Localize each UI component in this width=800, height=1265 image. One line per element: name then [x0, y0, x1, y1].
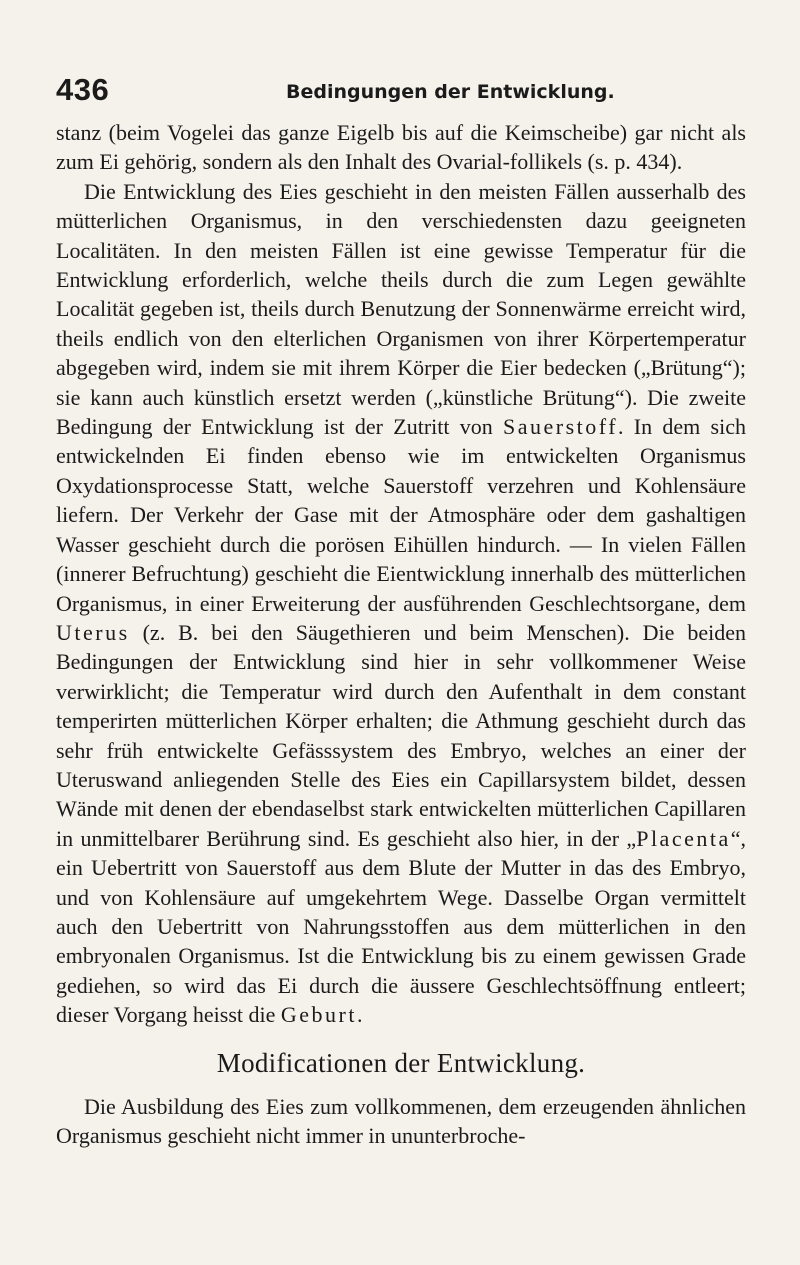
- paragraph-text: Die Entwicklung des Eies geschieht in den meisten Fällen ausserhalb des mütterlichen Organismus, in den verschiedensten dazu geeigneten Localitäten. In den meisten Fällen ist eine gewisse Temperatur für die Entwicklung erforderlich, welche theils durch die zum Legen gewählte Localität gegeben ist, theils durch Benutzung der Sonnenwärme erreicht wird, theils endlich von den elterlichen Organismen von ihrer Körpertemperatur abgegeben wird, indem sie mit ihrem Körper die Eier bedecken („Brütung“); sie kann auch künstlich ersetzt werden („künstliche Brütung“). Die zweite Bedingung der Entwicklung ist der Zutritt von: [56, 178, 746, 440]
- running-head: Bedingungen der Entwicklung.: [286, 81, 615, 103]
- section-body: [56, 1092, 746, 1151]
- paragraph-text: stanz (beim Vogelei das ganze Eigelb bis auf die Keimscheibe) gar nicht als zum Ei gehörig, sondern als den Inhalt des Ovarial-follikels (s. p. 434).: [56, 120, 746, 175]
- body-text: [56, 118, 746, 1030]
- paragraph-development: [56, 177, 746, 1030]
- section-heading: Modificationen der Entwicklung.: [216, 1048, 586, 1078]
- emphasis-placenta: Placenta: [636, 825, 731, 851]
- emphasis-uterus: Uterus: [56, 619, 130, 645]
- section-paragraph: Die Ausbildung des Eies zum vollkommenen, dem erzeugenden ähnlichen Organismus geschieht nicht immer in ununterbroche-: [56, 1094, 746, 1149]
- paragraph-continuation: [56, 118, 746, 177]
- paragraph-text: . In dem sich entwickelnden Ei finden ebenso wie im entwickelten Organismus Oxydationsprocesse Statt, welche Sauerstoff verzehren und Kohlensäure liefern. Der Verkehr der Gase mit der Atmosphäre oder dem gashaltigen Wasser geschieht durch die porösen Eihüllen hindurch. — In vielen Fällen (innerer Befruchtung) geschieht die Eientwicklung innerhalb des mütterlichen Organismus, in einer Erweiterung der ausführenden Geschlechtsorgane, dem: [56, 414, 746, 616]
- paragraph-text: .: [356, 1002, 363, 1028]
- emphasis-geburt: Geburt: [280, 1002, 357, 1028]
- page-number: 436: [56, 72, 110, 107]
- paragraph-text: (z. B. bei den Säugethieren und beim Menschen). Die beiden Bedingungen der Entwicklung sind hier in sehr vollkommener Weise verwirklicht; die Temperatur wird durch den Aufenthalt in dem constant temperirten mütterlichen Körper erhalten; die Athmung geschieht durch das sehr früh entwickelte Gefässsystem des Embryo, welches an einer der Uteruswand anliegenden Stelle des Eies ein Capillarsystem bildet, dessen Wände mit denen der ebendaselbst stark entwickelten mütterlichen Capillaren in unmittelbarer Berührung sind. Es geschieht also hier, in der „: [56, 619, 746, 851]
- paragraph-text: “, ein Uebertritt von Sauerstoff aus dem Blute der Mutter in das des Embryo, und von Kohlensäure auf umgekehrtem Wege. Dasselbe Organ vermittelt auch den Uebertritt von Nahrungsstoffen aus dem mütterlichen in den embryonalen Organismus. Ist die Entwicklung bis zu einem gewissen Grade gediehen, so wird das Ei durch die äussere Geschlechtsöffnung entleert; dieser Vorgang heisst die: [56, 825, 746, 1028]
- page-header: [56, 72, 746, 108]
- emphasis-sauerstoff: Sauerstoff: [503, 414, 619, 440]
